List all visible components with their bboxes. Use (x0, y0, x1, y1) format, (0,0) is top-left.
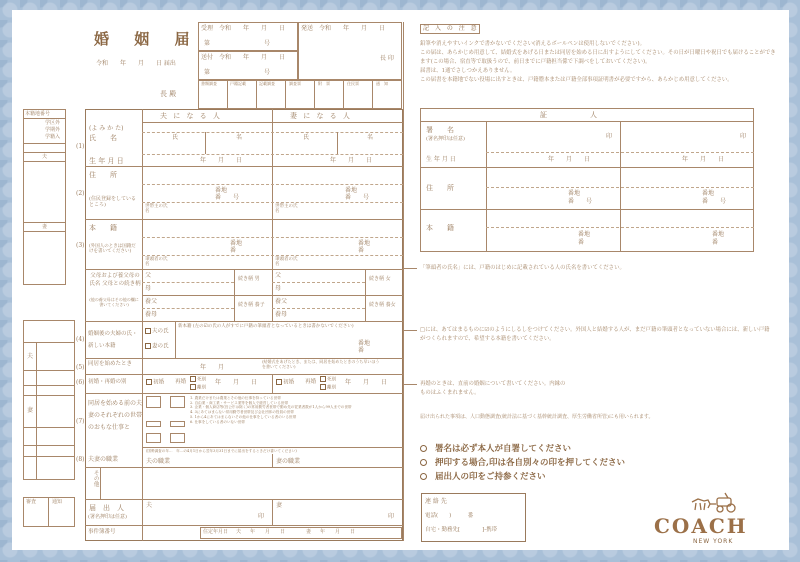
husband-adopt-relation[interactable]: 続き柄 養子 (238, 302, 265, 308)
check-col-label: 附 票 (318, 81, 330, 86)
check-col-label: 住民票 (347, 81, 359, 86)
husband-mother-field[interactable]: 母 (145, 285, 152, 292)
wife-remarriage-label: 再婚 (305, 379, 317, 385)
wife-prior-date-field[interactable]: 年 月 日 (345, 379, 388, 386)
wife-surname-checkbox[interactable]: 妻の氏 (145, 343, 169, 350)
row-number: (5) (76, 364, 85, 371)
receipt-dispatch: 発送 令和 年 月 日 (301, 25, 386, 32)
witness-honseki-label: 本 籍 (426, 224, 454, 232)
husband-father-field[interactable]: 父 (145, 272, 152, 279)
witness-2-seal[interactable]: 印 (740, 133, 747, 140)
receipt-sent-no: 第 号 (204, 69, 271, 76)
husband-hittousha-label: 筆頭者の氏名 (145, 257, 168, 268)
other-field[interactable] (102, 469, 400, 497)
side-review-label: 審査 (26, 499, 37, 505)
husband-relation[interactable]: 続き柄 男 (238, 276, 260, 282)
label-household-jobs: 同居を始める前の夫妻のそれぞれの世帯のおもな仕事と (88, 400, 143, 431)
contact-title: 連 絡 先 (425, 498, 447, 505)
label-parents-note: (他の養父母はその他の欄に書いてください) (89, 297, 139, 307)
wife-job-box[interactable] (170, 396, 185, 408)
receipt-chief: 長 印 (380, 55, 394, 62)
circle-icon (420, 459, 427, 466)
witness-1-honseki-ban[interactable]: 番 (578, 239, 585, 246)
wife-adopt-relation[interactable]: 続き柄 養女 (369, 302, 396, 308)
bullet-seal: 押印する場合,印は各自別々の印を押してください (420, 458, 625, 468)
label-birth: 生 年 月 日 (89, 157, 124, 165)
acting-date-husband-field[interactable]: 年 月 日 (250, 529, 286, 535)
column-wife: 妻 に な る 人 (290, 112, 352, 120)
side-stat-wife: 妻 (27, 407, 34, 414)
label-address-note: (住民登録をしているところ) (89, 196, 136, 208)
contact-phone-field[interactable]: 電話( ) 番 (425, 513, 474, 519)
circle-icon (420, 445, 427, 452)
husband-job-box[interactable] (146, 433, 161, 443)
husband-job-box[interactable] (146, 421, 161, 427)
husband-honseki-banchi[interactable]: 番地 (230, 240, 243, 247)
wife-birth-field[interactable]: 年 月 日 (330, 157, 373, 164)
husband-given-field[interactable]: 名 (236, 134, 243, 141)
row-number: (2) (76, 190, 85, 197)
label-prior-marriage: 初婚・再婚の別 (88, 379, 127, 385)
applicant-wife-label: 妻 (276, 502, 283, 509)
husband-adopt-mother-field[interactable]: 養母 (145, 311, 158, 318)
start-living-note: (結婚式をあげたとき、または、同居を始めたときのうち早いほうを書いてください) (262, 359, 380, 369)
receipt-sent: 送付 令和 年 月 日 (201, 54, 286, 61)
witness-2-honseki-ban[interactable]: 番 (712, 239, 719, 246)
witness-1-honseki-banchi[interactable]: 番地 (578, 231, 591, 238)
wife-adopt-father-field[interactable]: 養父 (275, 298, 288, 305)
start-living-date-field[interactable]: 年 月 (200, 364, 225, 371)
receipt-accepted: 受理 令和 年 月 日 (201, 25, 286, 32)
check-col-label: 調査票 (289, 81, 301, 86)
note-survey: 届け出られた事項は、人口動態調査(統計法に基づく基幹統計調査、厚生労働省所管)にも用いられます。 (420, 414, 654, 420)
side-box-husband: 夫 (42, 154, 48, 160)
witness-2-banchi[interactable]: 番地 (702, 190, 715, 197)
side-box-wife: 妻 (42, 224, 48, 230)
new-honseki-banchi: 番地 (358, 340, 371, 347)
label-parents: 父母および養父母の氏名 父母との続き柄 (89, 273, 141, 287)
side-box-item: 学区外 (45, 120, 61, 126)
wife-relation[interactable]: 続き柄 女 (369, 276, 391, 282)
husband-address-banchi[interactable]: 番地 (215, 187, 228, 194)
witness-sign-label: 署 名 (426, 126, 454, 134)
wife-address-go[interactable]: 番 号 (345, 194, 370, 201)
acting-date-husband: 夫 (236, 529, 242, 535)
receipt-accepted-no: 第 号 (204, 40, 271, 47)
label-applicant: 届 出 人 (89, 504, 124, 512)
row-number: (3) (76, 242, 85, 249)
column-husband: 夫 に な る 人 (160, 112, 222, 120)
side-notice-label: 通知 (52, 499, 63, 505)
wife-householder-label: 世帯主の氏名 (275, 204, 298, 215)
husband-divorce-checkbox[interactable]: 離別 (190, 384, 206, 391)
label-applicant-note: (署名押印は任意) (88, 514, 127, 520)
acting-date-box (200, 527, 402, 539)
husband-honseki-ban[interactable]: 番 (230, 247, 237, 254)
witness-header: 証 人 (540, 111, 600, 119)
label-case-no: 事件簿番号 (88, 529, 116, 535)
side-box-item: 学籍入 (45, 134, 61, 140)
label-honseki: 本 籍 (89, 224, 117, 232)
wife-job-box[interactable] (170, 433, 185, 443)
acting-date-label: 住定年月日 (203, 529, 229, 535)
side-box-item: 学期外 (45, 127, 61, 133)
wife-death-checkbox[interactable]: 死別 (320, 376, 336, 383)
husband-death-checkbox[interactable]: 死別 (190, 376, 206, 383)
new-honseki-field[interactable]: 新本籍 (左の☑の氏の人がすでに戸籍の筆頭者となっているときは書かないでください) (178, 324, 354, 329)
bullet-sign: 署名は必ず本人が自署してください (420, 444, 571, 454)
form-title: 婚 姻 届 (94, 30, 200, 48)
new-honseki-ban: 番 (358, 347, 365, 354)
note-hittousha: 「筆頭者の氏名」には、戸籍のはじめに記載されている人の氏名を書いてください。 (420, 265, 625, 271)
wife-job-field[interactable]: 妻の職業 (276, 458, 301, 465)
check-col-label: 通 知 (376, 81, 388, 86)
submission-date[interactable]: 令和 年 月 日 届出 (96, 60, 176, 67)
row-number: (1) (76, 143, 85, 150)
occupation-note: (国勢調査の年… 年…の4月1日から翌年3月31日までに届出をするときだけ書いてください) (146, 449, 297, 453)
row-number: (8) (76, 456, 85, 463)
wife-mother-field[interactable]: 母 (275, 285, 282, 292)
wife-divorce-checkbox[interactable]: 離別 (320, 384, 336, 391)
label-occupation: 夫妻の職業 (88, 456, 119, 463)
addressee[interactable]: 長 殿 (160, 90, 177, 98)
label-start-living: 同居を始めたとき (88, 361, 133, 367)
wife-seal[interactable]: 印 (388, 513, 395, 520)
husband-address-go[interactable]: 番 号 (215, 194, 240, 201)
circle-icon (420, 473, 427, 480)
husband-surname-field[interactable]: 氏 (172, 134, 179, 141)
notes-body: 鉛筆や消えやすいインクで書かないでください(消えるボールペンは使用しないでください)。 この届は、あらかじめ用意して、結婚式をあげる日または同居を始める日に出すようにしてください。その日が日曜日や祝日でも届けることができます(この場合、宿直等で取扱うので、前日までに戸籍担当係で下調べをしておいてください)。 届書は、1通でさしつかえありません。 この届書を本籍地でない役場に出すときは、戸籍謄本または戸籍全部事項証明書が必要ですから、あらかじめ用意してください。 (420, 41, 776, 83)
row-number: (4) (76, 336, 85, 343)
wife-job-box[interactable] (170, 421, 185, 427)
husband-adopt-father-field[interactable]: 養父 (145, 298, 158, 305)
witness-2-go[interactable]: 番 号 (702, 198, 727, 205)
wife-given-field[interactable]: 名 (367, 134, 374, 141)
witness-sign-note: (署名押印は任意) (426, 136, 465, 142)
husband-householder-label: 世帯主の氏名 (145, 204, 168, 215)
note-remarriage: 再婚のときは、直前の婚姻について書いてください。内縁のものはふくまれません。 (420, 381, 566, 396)
check-col-label: 戸籍記載 (230, 81, 246, 86)
label-after-marriage: 婚姻後の夫婦の氏・新しい本籍 (88, 331, 138, 349)
witness-1-banchi[interactable]: 番地 (568, 190, 581, 197)
side-stat-husband: 夫 (27, 353, 34, 360)
wife-adopt-mother-field[interactable]: 養母 (275, 311, 288, 318)
bullet-bring-seal: 届出人の印をご持参ください (420, 472, 546, 482)
husband-job-box[interactable] (146, 396, 161, 408)
coach-logo: COACH (654, 514, 748, 538)
label-name: 氏 名 (89, 134, 117, 142)
label-furigana: (よ み か た) (89, 125, 124, 132)
wife-honseki-banchi[interactable]: 番地 (358, 240, 371, 247)
husband-surname-checkbox[interactable]: 夫の氏 (145, 328, 169, 335)
coach-city: NEW YORK (693, 538, 734, 545)
check-col-label: 書類調査 (201, 81, 217, 86)
wife-father-field[interactable]: 父 (275, 272, 282, 279)
husband-remarriage-label: 再婚 (175, 379, 187, 385)
witness-1-seal[interactable]: 印 (606, 133, 613, 140)
label-honseki-note: (外国人のときは国籍だけを書いてください) (89, 244, 136, 255)
wife-surname-field[interactable]: 氏 (303, 134, 310, 141)
wife-first-marriage-checkbox[interactable]: 初婚 (276, 379, 294, 386)
contact-home-field[interactable]: 自宅・勤務先[ ]-携帯 (425, 527, 498, 533)
husband-birth-field[interactable]: 年 月 日 (200, 157, 243, 164)
row-number: (6) (76, 379, 85, 386)
husband-prior-date-field[interactable]: 年 月 日 (215, 379, 258, 386)
husband-job-field[interactable]: 夫の職業 (146, 458, 171, 465)
note-checkbox: □には、あてはまるものに☑のようにしるしをつけてください。外国人と結婚する人が、まだ戸籍の筆頭者となっていない場合には、新しい戸籍がつくられますので、希望する本籍を書いてください。 (420, 327, 770, 342)
acting-date-wife: 妻 (306, 529, 312, 535)
witness-1-go[interactable]: 番 号 (568, 198, 593, 205)
label-address: 住 所 (89, 171, 117, 179)
witness-2-birth-field[interactable]: 年 月 日 (682, 156, 725, 163)
husband-seal[interactable]: 印 (258, 513, 265, 520)
witness-2-honseki-banchi[interactable]: 番地 (712, 231, 725, 238)
husband-first-marriage-checkbox[interactable]: 初婚 (146, 379, 164, 386)
horse-carriage-icon (690, 492, 740, 514)
label-other: その他 (92, 470, 99, 487)
witness-birth-label: 生 年 月 日 (426, 156, 456, 163)
acting-date-wife-field[interactable]: 年 月 日 (320, 529, 356, 535)
witness-1-birth-field[interactable]: 年 月 日 (548, 156, 591, 163)
wife-honseki-ban[interactable]: 番 (358, 247, 365, 254)
notes-heading: 記 入 の 注 意 (423, 25, 479, 32)
side-box-header: 本籍地番号 (25, 111, 51, 117)
check-col-label: 記載調査 (259, 81, 275, 86)
wife-hittousha-label: 筆頭者の氏名 (275, 257, 298, 268)
wife-address-banchi[interactable]: 番地 (345, 187, 358, 194)
job-options: 1. 農業だけまたは農業とその他の仕事を持っている世帯 2. 自由業・商工業・サービス業等を個人で経営している世帯 3. 企業・個人商店等(官公庁は除く)の常用勤労者世帯で勤め先の従業者数が1人から99人までの世帯 4. 3にあてはまらない常用勤労者世帯及び会社団体の役員の世帯 5. 1から4にあてはまらないその他の仕事をしている者のいる世帯 6. 仕事をしている者のいない世帯 (190, 396, 352, 424)
witness-address-label: 住 所 (426, 184, 454, 192)
applicant-husband-label: 夫 (146, 502, 153, 509)
row-number: (7) (76, 418, 85, 425)
